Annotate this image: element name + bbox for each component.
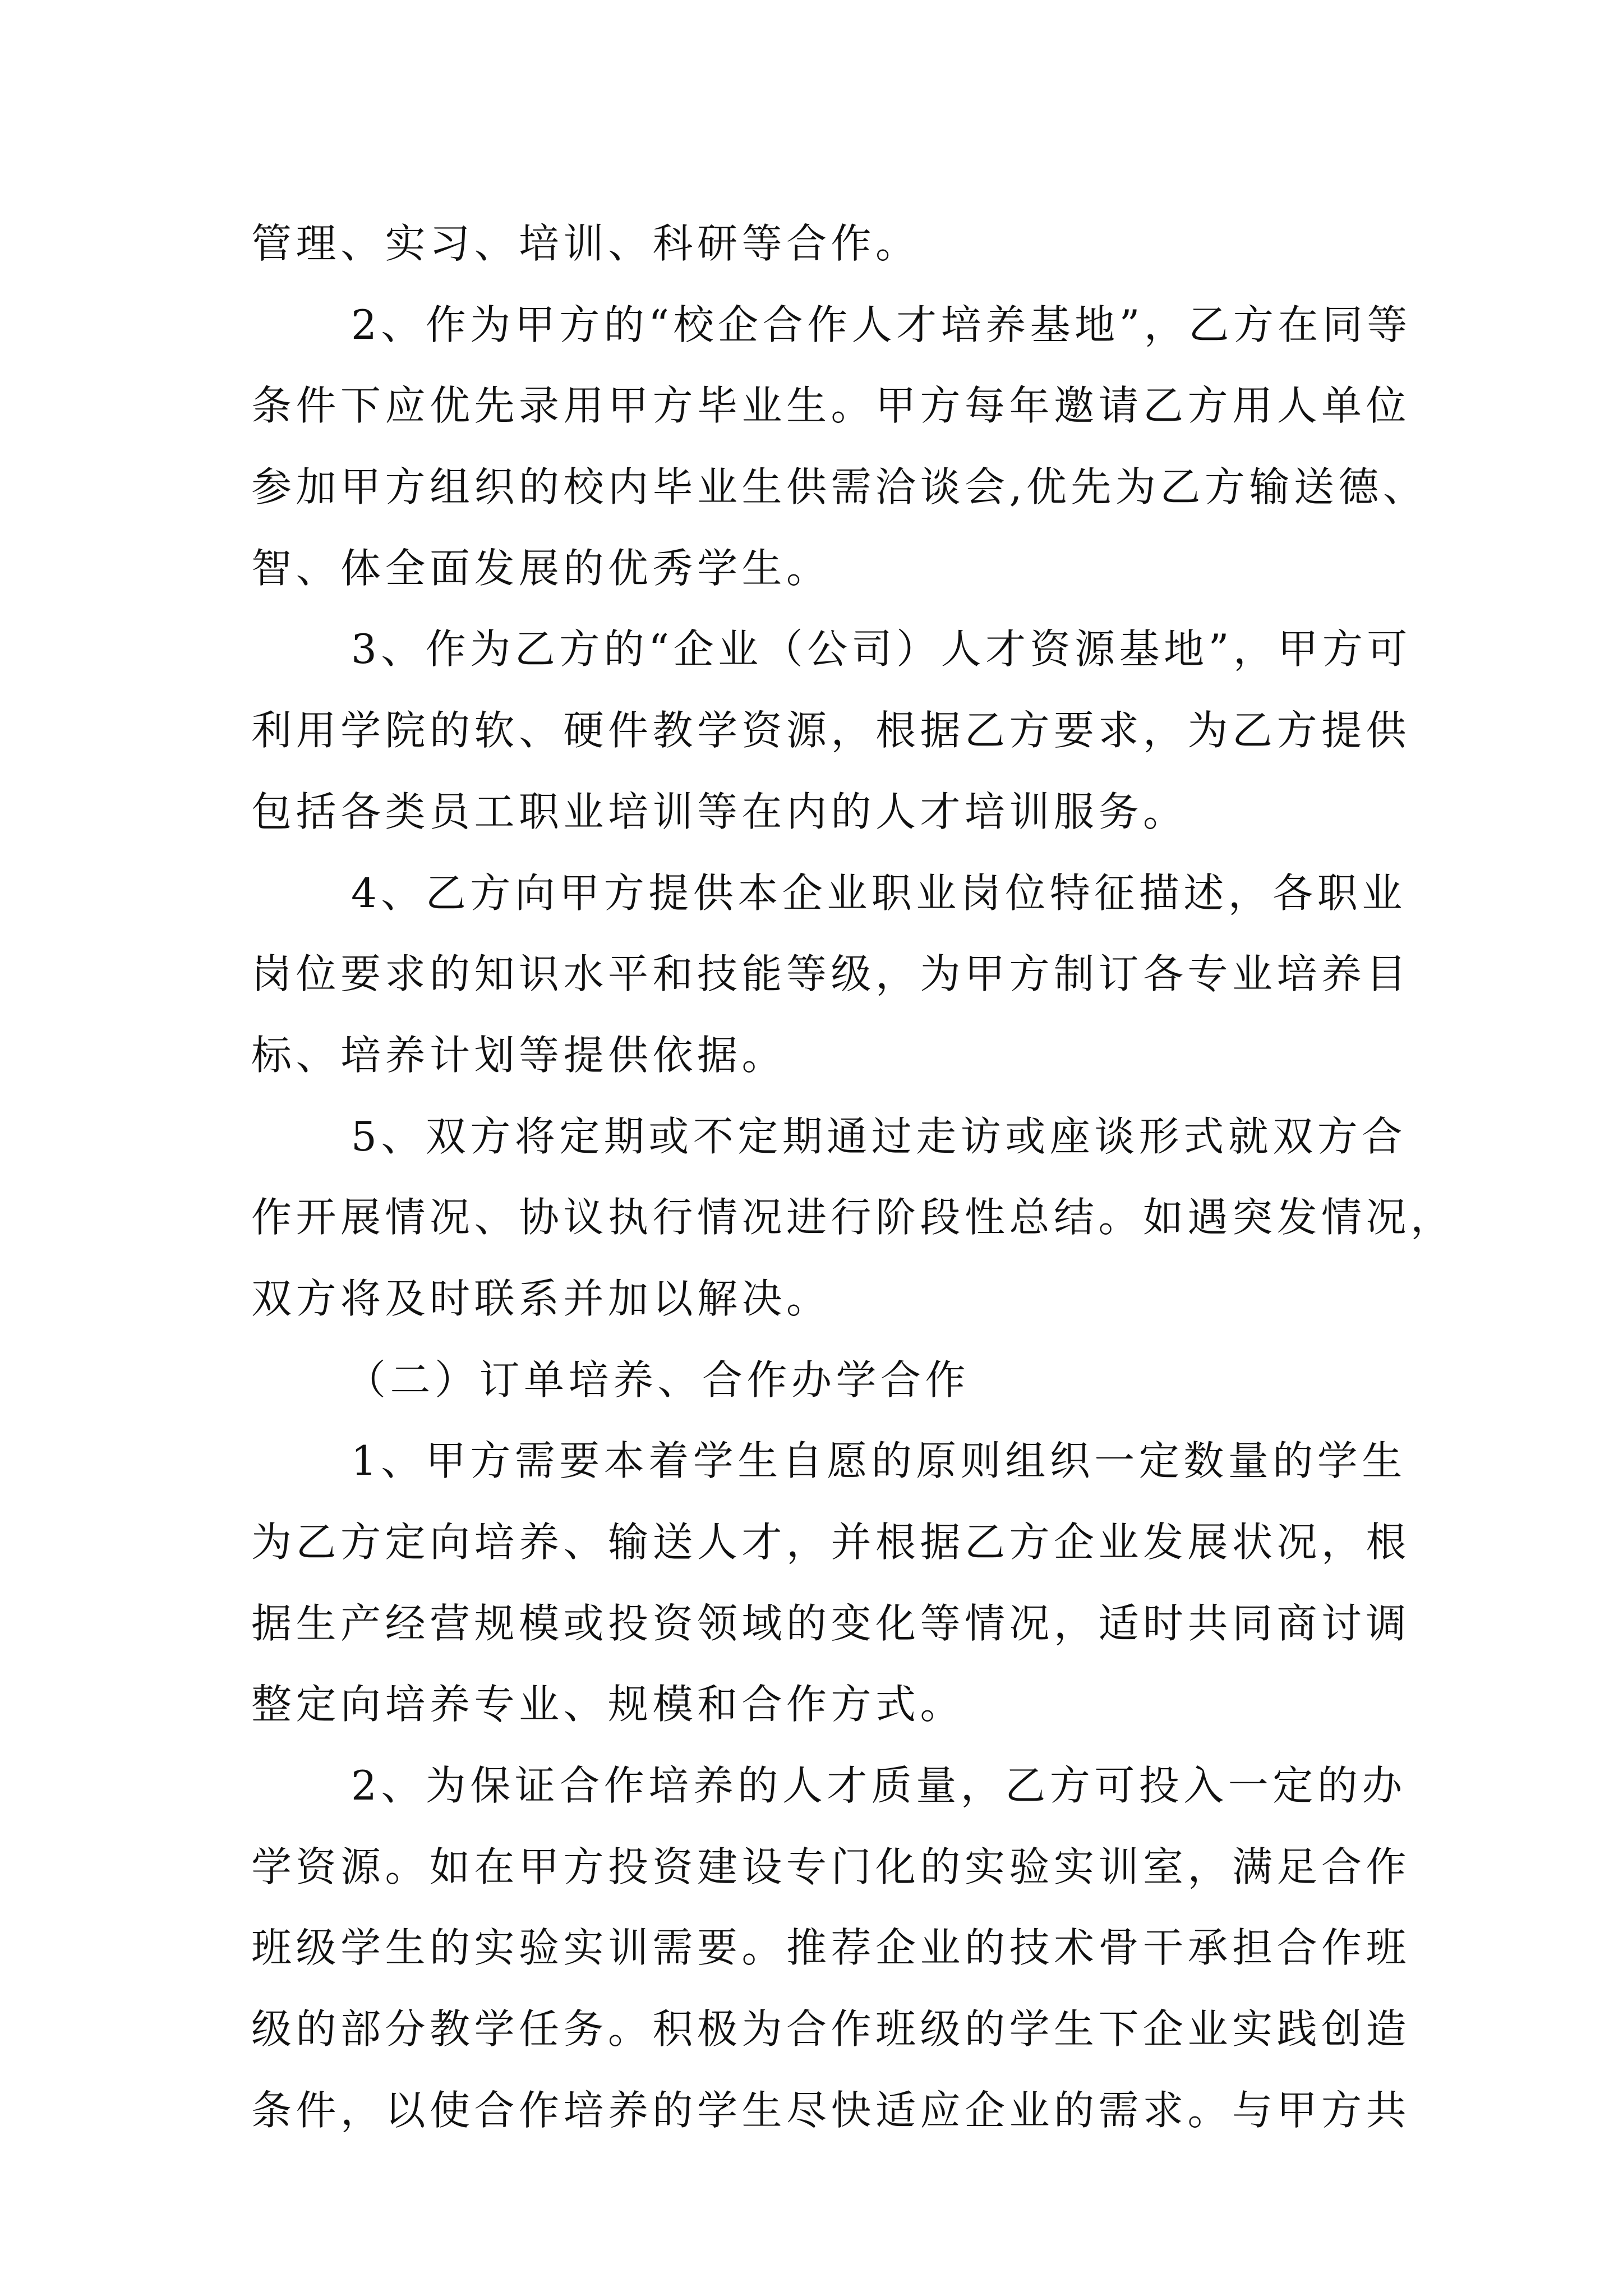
text-line: 据生产经营规模或投资领域的变化等情况，适时共同商讨调 [251,1599,1411,1647]
text-line: 双方将及时联系并加以解决。 [251,1274,831,1322]
section-heading: （二）订单培养、合作办学合作 [345,1356,970,1404]
text-line: 包括各类员工职业培训等在内的人才培训服务。 [251,788,1188,835]
text-line: 智、体全面发展的优秀学生。 [251,544,831,592]
text-line: 3、作为乙方的“企业（公司）人才资源基地”，甲方可 [351,625,1412,673]
text-line: 班级学生的实验实训需要。推荐企业的技术骨干承担合作班 [251,1924,1411,1972]
text-line: 2、作为甲方的“校企合作人才培养基地”，乙方在同等 [351,301,1412,348]
text-line: 作开展情况、协议执行情况进行阶段性总结。如遇突发情况， [251,1194,1455,1241]
text-line: 4、乙方向甲方提供本企业职业岗位特征描述，各职业 [351,869,1407,917]
text-line: 条件，以使合作培养的学生尽快适应企业的需求。与甲方共 [251,2086,1411,2134]
text-line: 参加甲方组织的校内毕业生供需洽谈会,优先为乙方输送德、 [251,463,1428,511]
text-line: 为乙方定向培养、输送人才，并根据乙方企业发展状况，根 [251,1519,1411,1566]
text-line: 1、甲方需要本着学生自愿的原则组织一定数量的学生 [351,1437,1407,1485]
text-line: 管理、实习、培训、科研等合作。 [251,220,920,267]
text-line: 岗位要求的知识水平和技能等级，为甲方制订各专业培养目 [251,950,1411,998]
text-line: 整定向培养专业、规模和合作方式。 [251,1681,965,1728]
text-line: 2、为保证合作培养的人才质量，乙方可投入一定的办 [351,1762,1407,1810]
document-body [251,203,1455,2151]
text-line: 条件下应优先录用甲方毕业生。甲方每年邀请乙方用人单位 [251,382,1411,430]
text-line: 级的部分教学任务。积极为合作班级的学生下企业实践创造 [251,2005,1411,2053]
text-line: 学资源。如在甲方投资建设专门化的实验实训室，满足合作 [251,1843,1411,1890]
text-line: 5、双方将定期或不定期通过走访或座谈形式就双方合 [351,1112,1407,1160]
text-line: 利用学院的软、硬件教学资源，根据乙方要求，为乙方提供 [251,707,1411,754]
text-line: 标、培养计划等提供依据。 [251,1031,787,1079]
